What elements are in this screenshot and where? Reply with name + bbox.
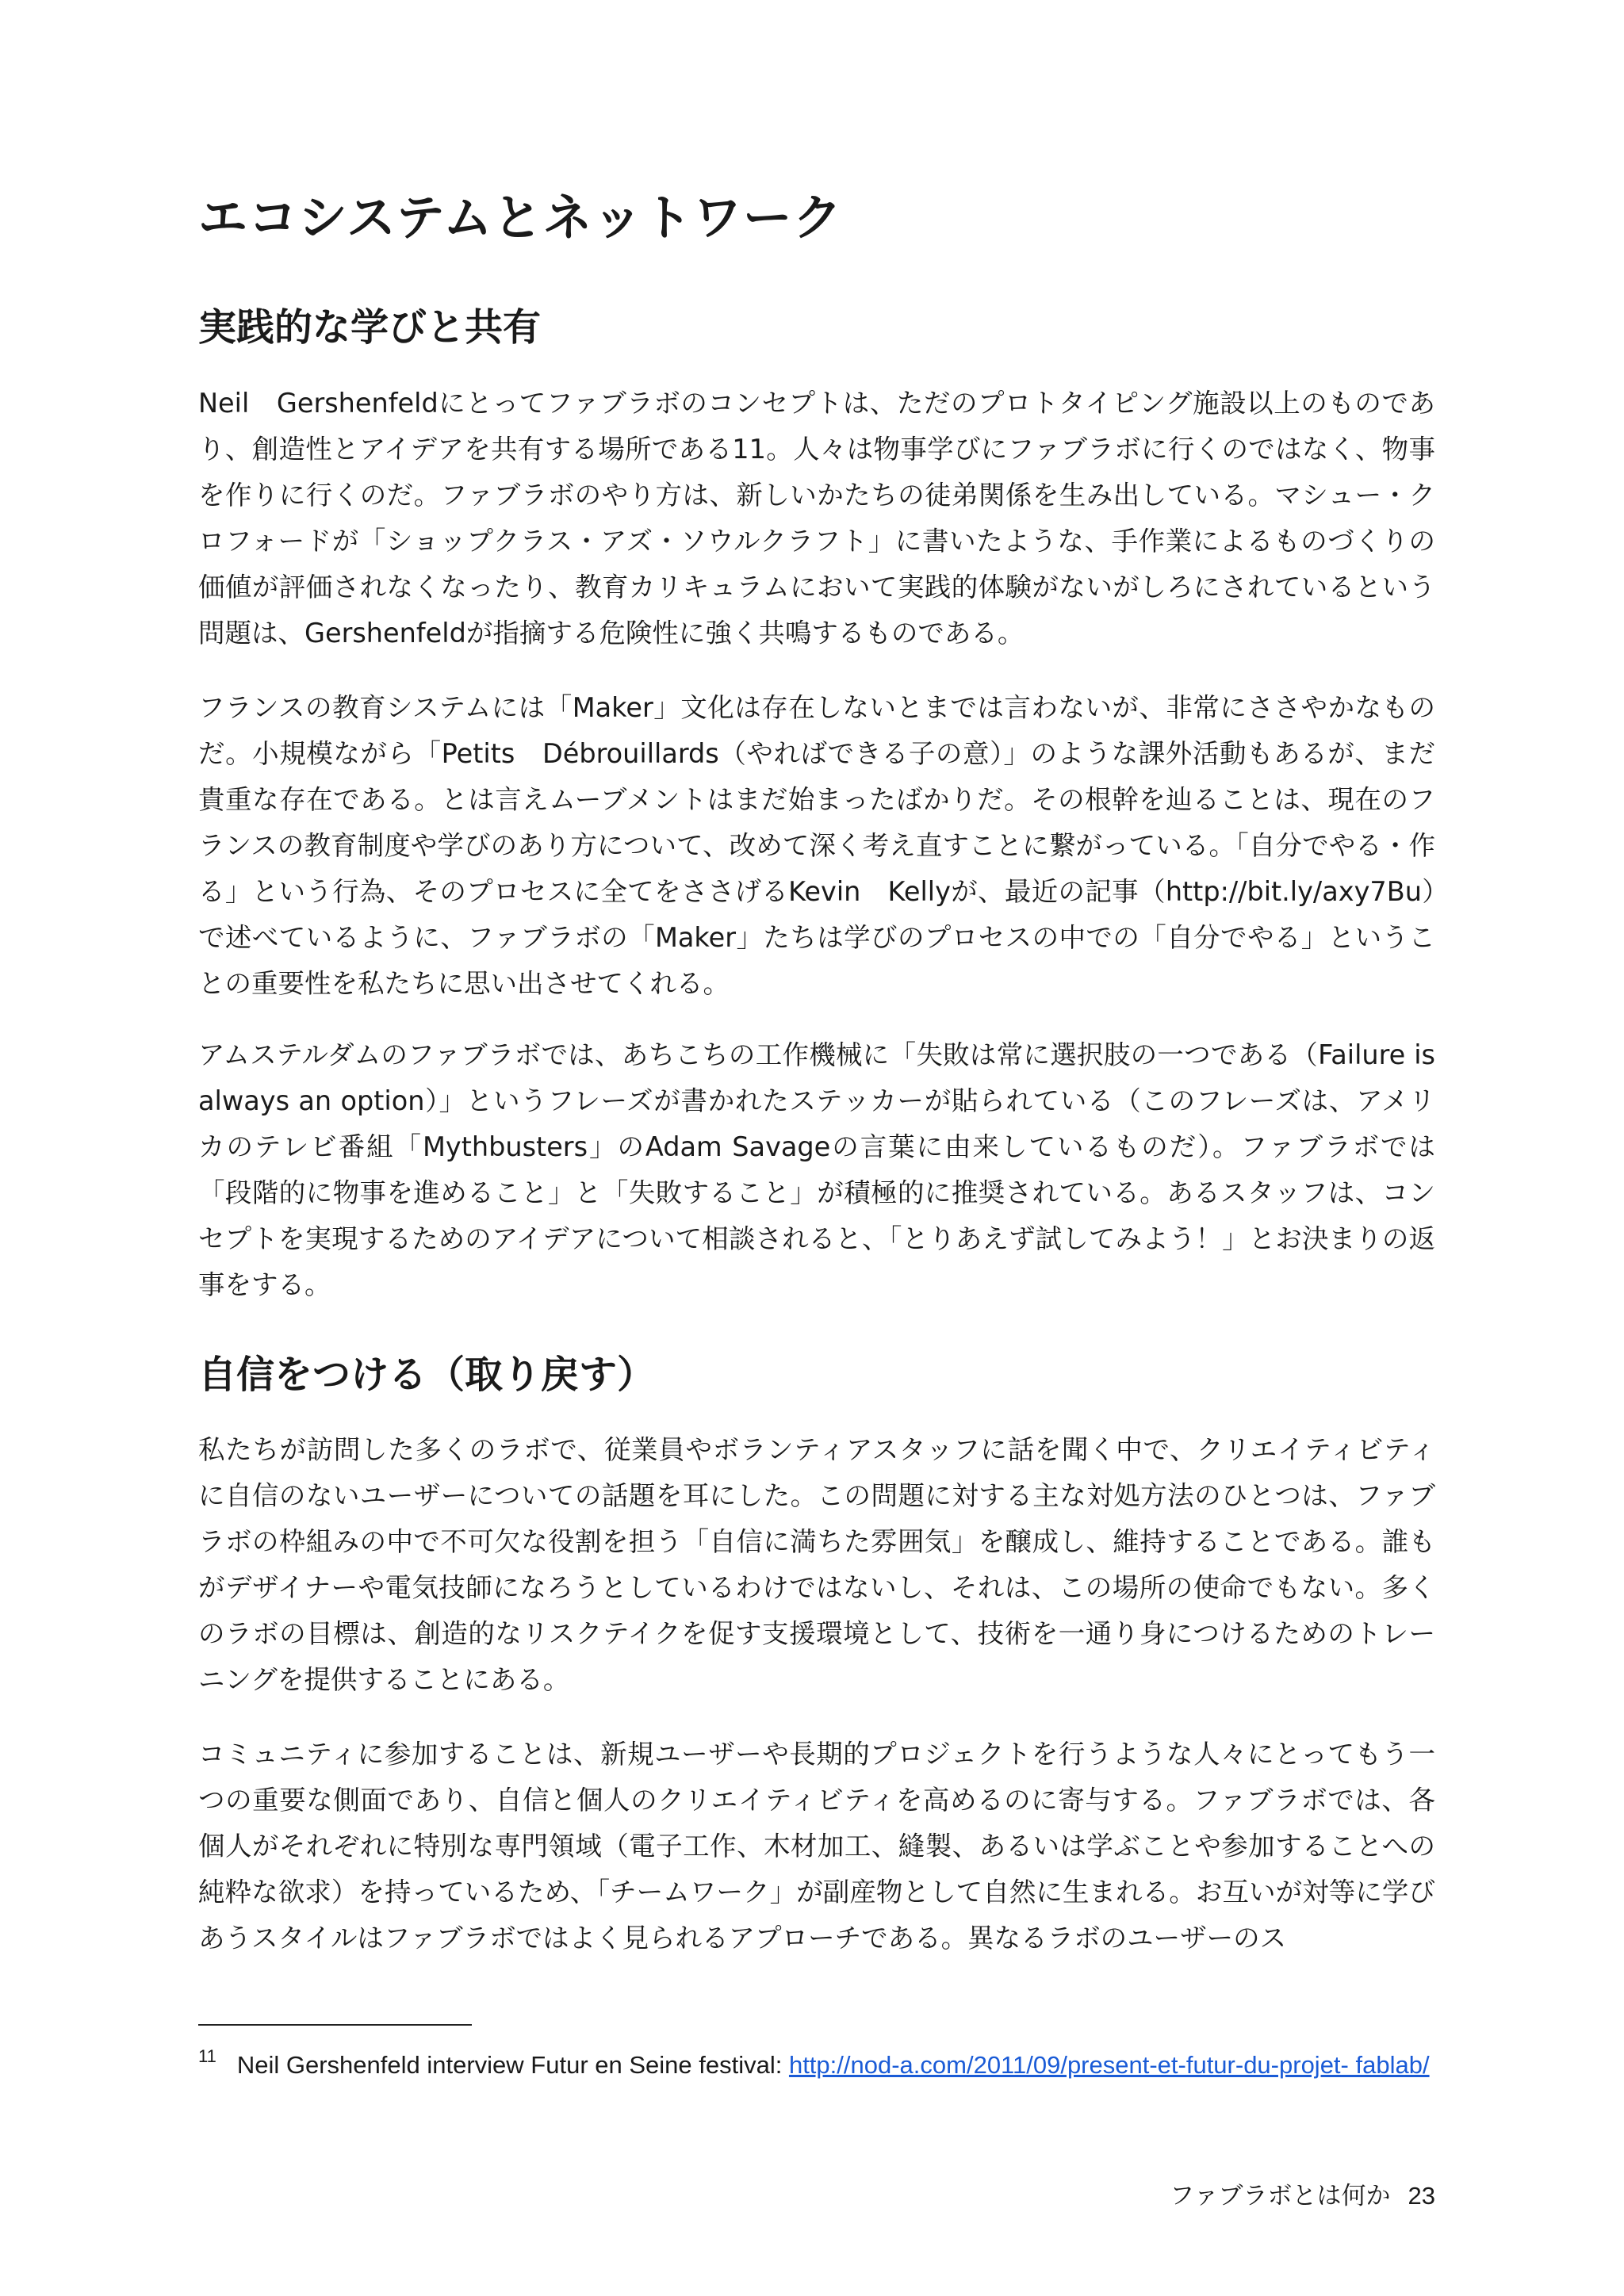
paragraph-2: フランスの教育システムには「Maker」文化は存在しないとまでは言わないが、非常にささやかなものだ。小規模ながら「Petits Débrouillards（やればできる子の意）」のような課外活動もあるが、まだ貴重な存在である。とは言えムーブメントはまだ始まったばかりだ。その根幹を辿ることは、現在のフランスの教育制度や学びのあり方について、改めて深く考え直すことに繋がっている。「自分でやる・作る」という行為、そのプロセスに全てをささげるKevin Kellyが、最近の記事（http://bit.ly/axy7Bu）で述べているように、ファブラボの「Maker」たちは学びのプロセスの中での「自分でやる」ということの重要性を私たちに思い出させてくれる。 (198, 692, 1435, 999)
paragraph-3: アムステルダムのファブラボでは、あちこちの工作機械に「失敗は常に選択肢の一つである（Failure is always an option）」というフレーズが書かれたステッカーが貼られている（このフレーズは、アメリカのテレビ番組「Mythbusters」のAdam Savageの言葉に由来しているものだ）。ファブラボでは「段階的に物事を進めること」と「失敗すること」が積極的に推奨されている。あるスタッフは、コンセプトを実現するためのアイデアについて相談されると、「とりあえず試してみよう！」とお決まりの返事をする。 (198, 1039, 1435, 1300)
page-number: 23 (1408, 2182, 1435, 2210)
paragraph-4: 私たちが訪問した多くのラボで、従業員やボランティアスタッフに話を聞く中で、クリエイティビティに自信のないユーザーについての話題を耳にした。この問題に対する主な対処方法のひとつは、ファブラボの枠組みの中で不可欠な役割を担う「自信に満ちた雰囲気」を醸成し、維持することである。誰もがデザイナーや電気技師になろうとしているわけではないし、それは、この場所の使命でもない。多くのラボの目標は、創造的なリスクテイクを促す支援環境として、技術を一通り身につけるためのトレーニングを提供することにある。 (198, 1434, 1435, 1695)
chapter-title: エコシステムとネットワーク (198, 189, 843, 247)
paragraph-5: コミュニティに参加することは、新規ユーザーや長期的プロジェクトを行うような人々にとってもう一つの重要な側面であり、自信と個人のクリエイティビティを高めるのに寄与する。ファブラボでは、各個人がそれぞれに特別な専門領域（電子工作、木材加工、縫製、あるいは学ぶことや参加することへの純粋な欲求）を持っているため、「チームワーク」が副産物として自然に生まれる。お互いが対等に学びあうスタイルはファブラボではよく見られるアプローチである。異なるラボのユーザーのス (198, 1739, 1435, 1954)
footnote-text: Neil Gershenfeld interview Futur en Seine festival: (236, 2051, 789, 2079)
paragraph-1: Neil Gershenfeldにとってファブラボのコンセプトは、ただのプロトタイピング施設以上のものであり、創造性とアイデアを共有する場所である11。人々は物事学びにファブラボに行くのではなく、物事を作りに行くのだ。ファブラボのやり方は、新しいかたちの徒弟関係を生み出している。マシュー・クロフォードが「ショップクラス・アズ・ソウルクラフト」に書いたような、手作業によるものづくりの価値が評価されなくなったり、教育カリキュラムにおいて実践的体験がないがしろにされているという問題は、Gershenfeldが指摘する危険性に強く共鳴するものである。 (198, 388, 1435, 649)
page-footer (1170, 2175, 1435, 2211)
section-heading-2: 自信をつける（取り戻す） (198, 1353, 656, 1397)
footnote (198, 2034, 1435, 2087)
footnote-divider (198, 2024, 472, 2026)
footnote-number: 11 (198, 2046, 216, 2066)
footer-label: ファブラボとは何か (1170, 2182, 1391, 2210)
section-heading-1: 実践的な学びと共有 (198, 305, 542, 350)
footnote-link[interactable]: http://nod-a.com/2011/09/present-et-futur-du-projet- fablab/ (788, 2051, 1430, 2079)
